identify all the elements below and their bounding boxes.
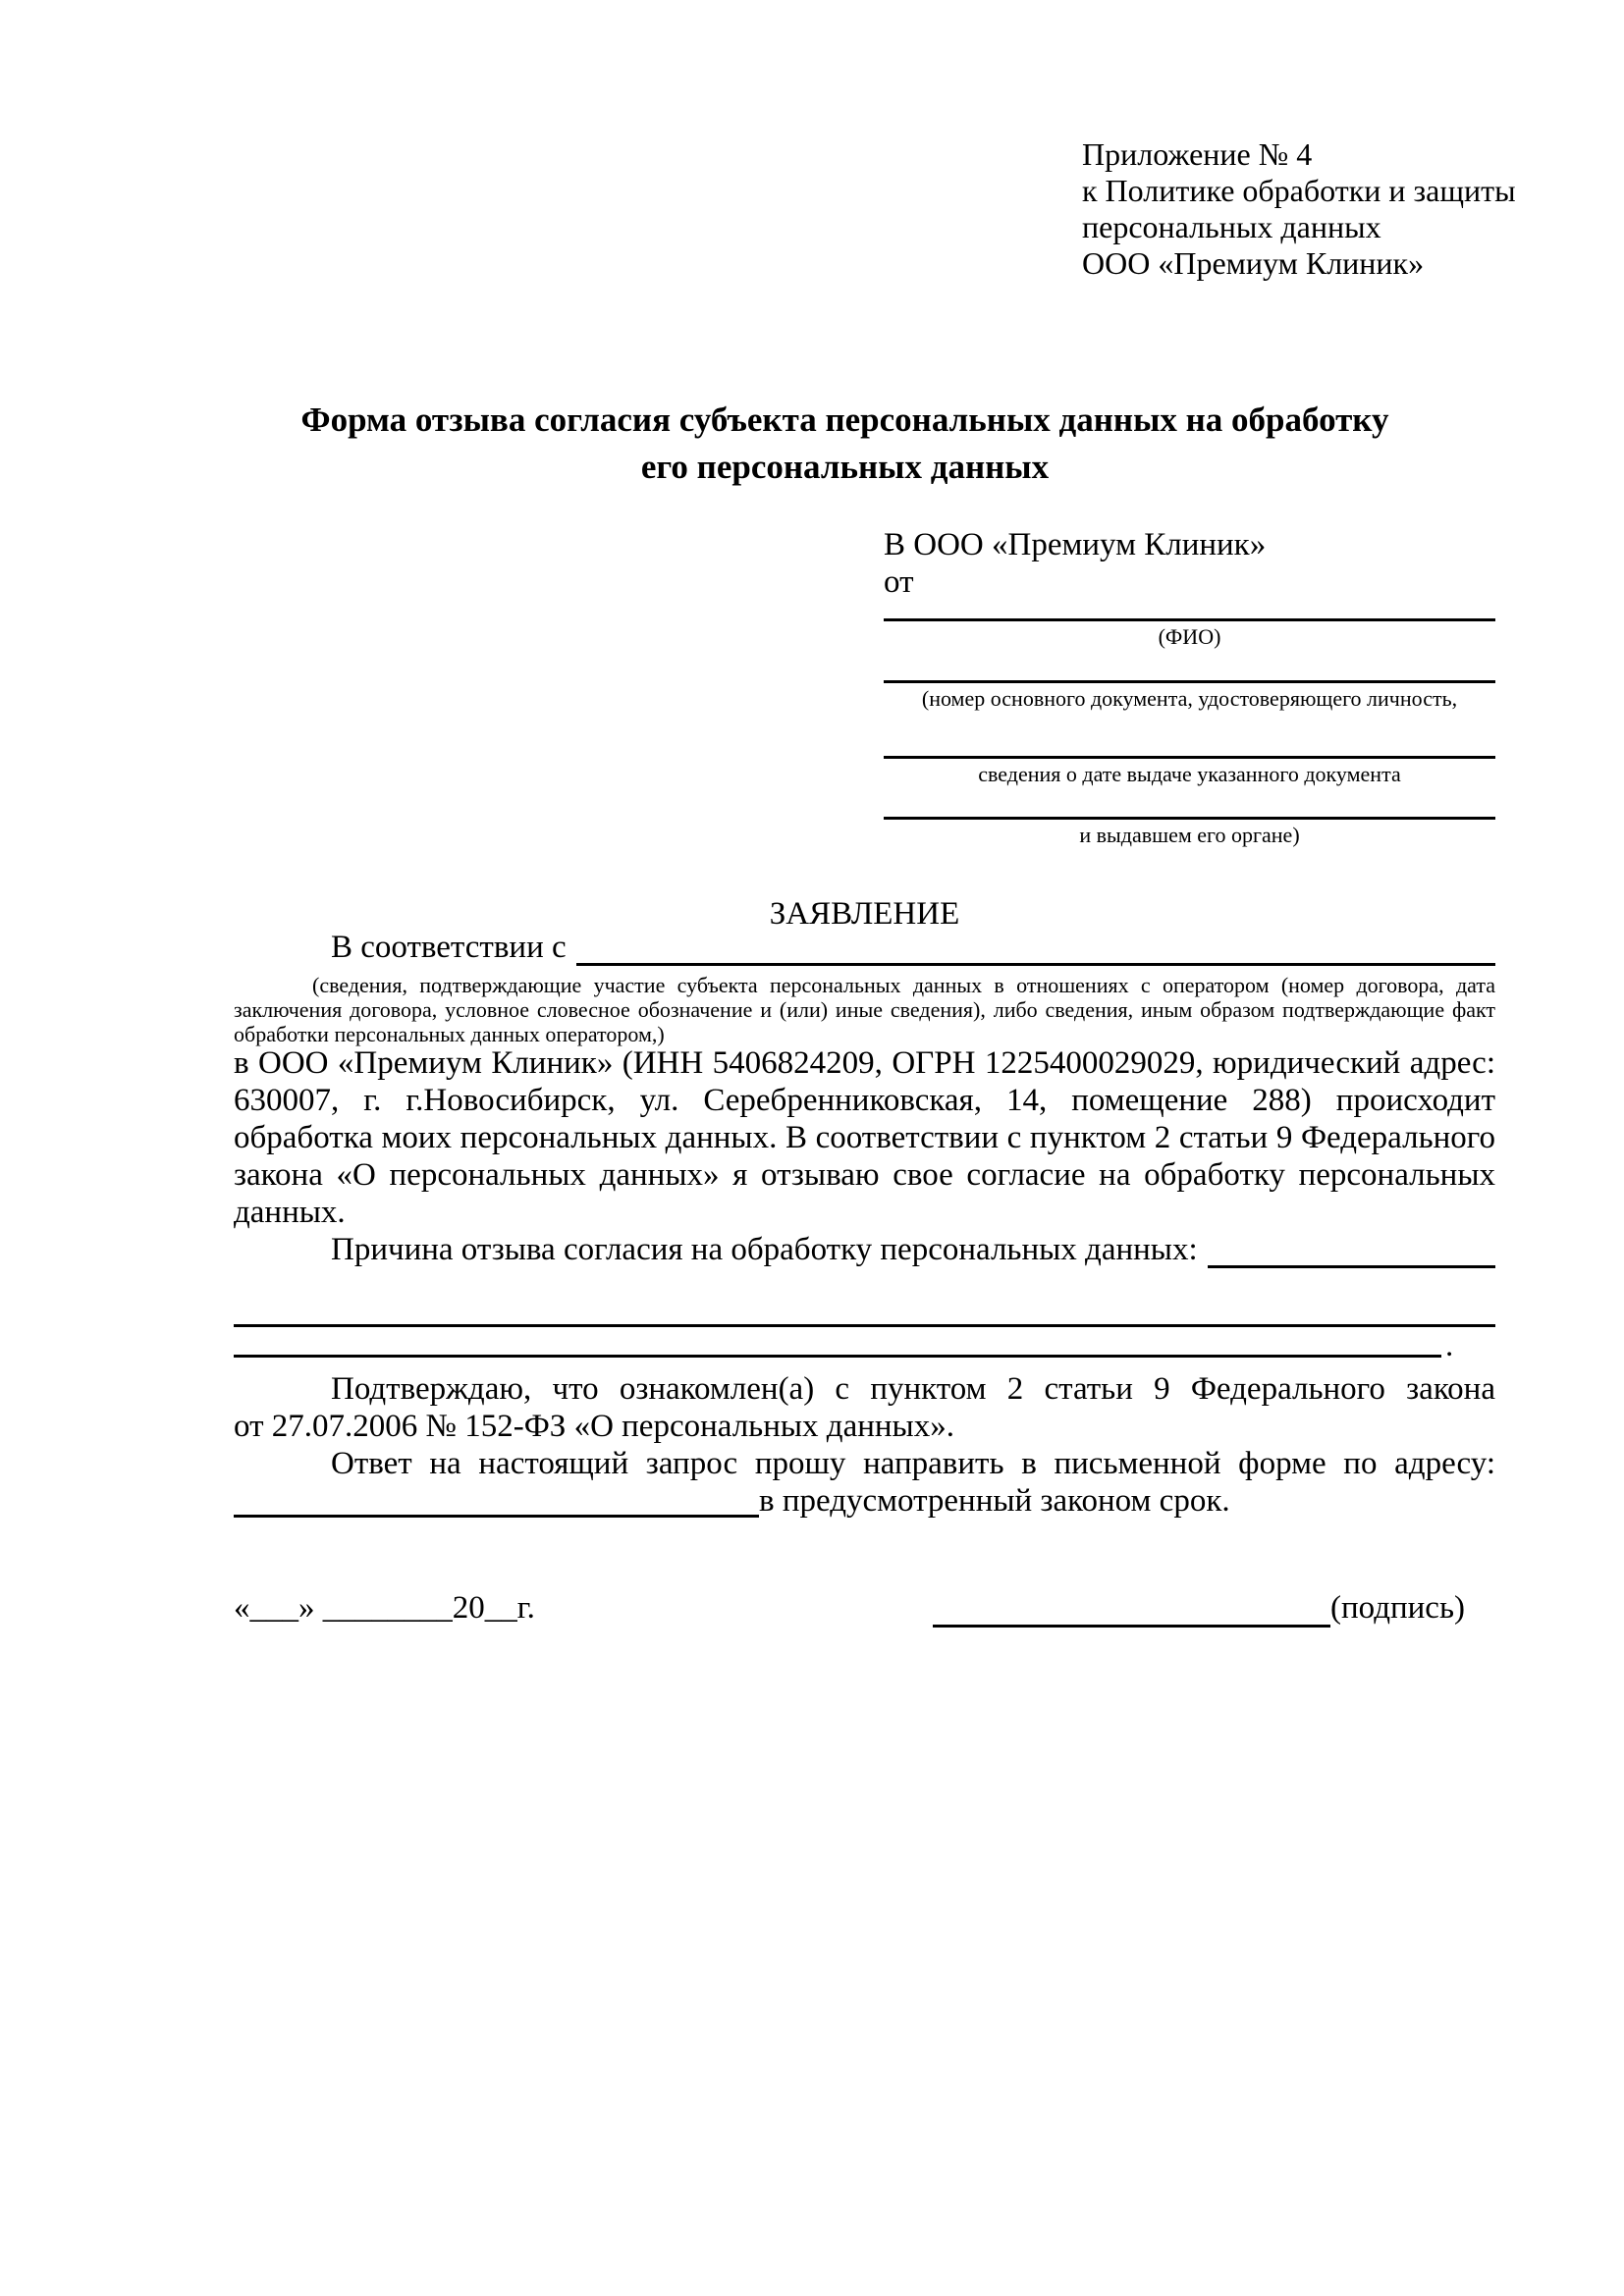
reason-blank-line — [1208, 1231, 1495, 1268]
intro-note: (сведения, подтверждающие участие субъекта персональных данных в отношениях с оператором (номер договора, дата заключения договора, условное словесное обозначение и (или) иные сведения), либо сведения, иным образом подтверждающие факт обработки персональных данных оператором,) — [234, 973, 1495, 1046]
reply-address-blank-line — [234, 1482, 759, 1518]
issue-date-caption: сведения о дате выдаче указанного документа — [978, 762, 1401, 786]
reply-suffix: в предусмотренный законом срок. — [759, 1483, 1230, 1519]
addressee-from-label: от — [884, 564, 914, 600]
confirmation-paragraph: Подтверждаю, что ознакомлен(а) с пунктом 2 статьи 9 Федерального закона от 27.07.2006 № 152-ФЗ «О персональных данных». — [234, 1371, 1495, 1444]
reason-row — [234, 1231, 1495, 1268]
document-title: Форма отзыва согласия субъекта персональных данных на обработку его персональных данных — [300, 400, 1389, 486]
signature-blank-line — [933, 1589, 1330, 1628]
document-number-blank-line — [884, 680, 1495, 683]
fio-caption: (ФИО) — [1158, 624, 1221, 649]
issue-organ-caption: и выдавшем его органе) — [1079, 823, 1300, 847]
issue-date-blank-line — [884, 756, 1495, 759]
reason-extra-blank-line-2 — [234, 1355, 1441, 1358]
fio-blank-line — [884, 618, 1495, 621]
signature-row — [933, 1589, 1495, 1628]
intro-blank-line — [576, 929, 1495, 966]
annex-note: Приложение № 4 к Политике обработки и защиты персональных данных ООО «Премиум Клиник» — [1082, 136, 1516, 281]
reason-label: Причина отзыва согласия на обработку персональных данных: — [331, 1232, 1198, 1267]
statement-heading: ЗАЯВЛЕНИЕ — [769, 896, 960, 932]
reason-extra-blank-line-1 — [234, 1324, 1495, 1327]
intro-row — [234, 929, 1495, 966]
addressee-to: В ООО «Премиум Клиник» — [884, 527, 1267, 562]
intro-prefix: В соответствии с — [331, 930, 567, 965]
issue-organ-blank-line — [884, 817, 1495, 820]
reply-request-line: Ответ на настоящий запрос прошу направить в письменной форме по адресу: — [331, 1446, 1495, 1481]
reason-trailing-period: . — [1445, 1328, 1454, 1363]
date-line: «___» ________20__г. — [234, 1590, 535, 1626]
reply-address-row — [234, 1482, 1495, 1520]
body-paragraph: в ООО «Премиум Клиник» (ИНН 5406824209, ОГРН 1225400029029, юридический адрес: 630007, г. г.Новосибирск, ул. Серебренниковская, 14, помещение 288) происходит обработка моих персональных данных. В соответствии с пунктом 2 статьи 9 Федерального закона «О персональных данных» я отзываю свое согласие на обработку персональных данных. — [234, 1045, 1495, 1230]
document-number-caption: (номер основного документа, удостоверяющего личность, — [921, 686, 1458, 711]
signature-caption: (подпись) — [1330, 1590, 1465, 1626]
